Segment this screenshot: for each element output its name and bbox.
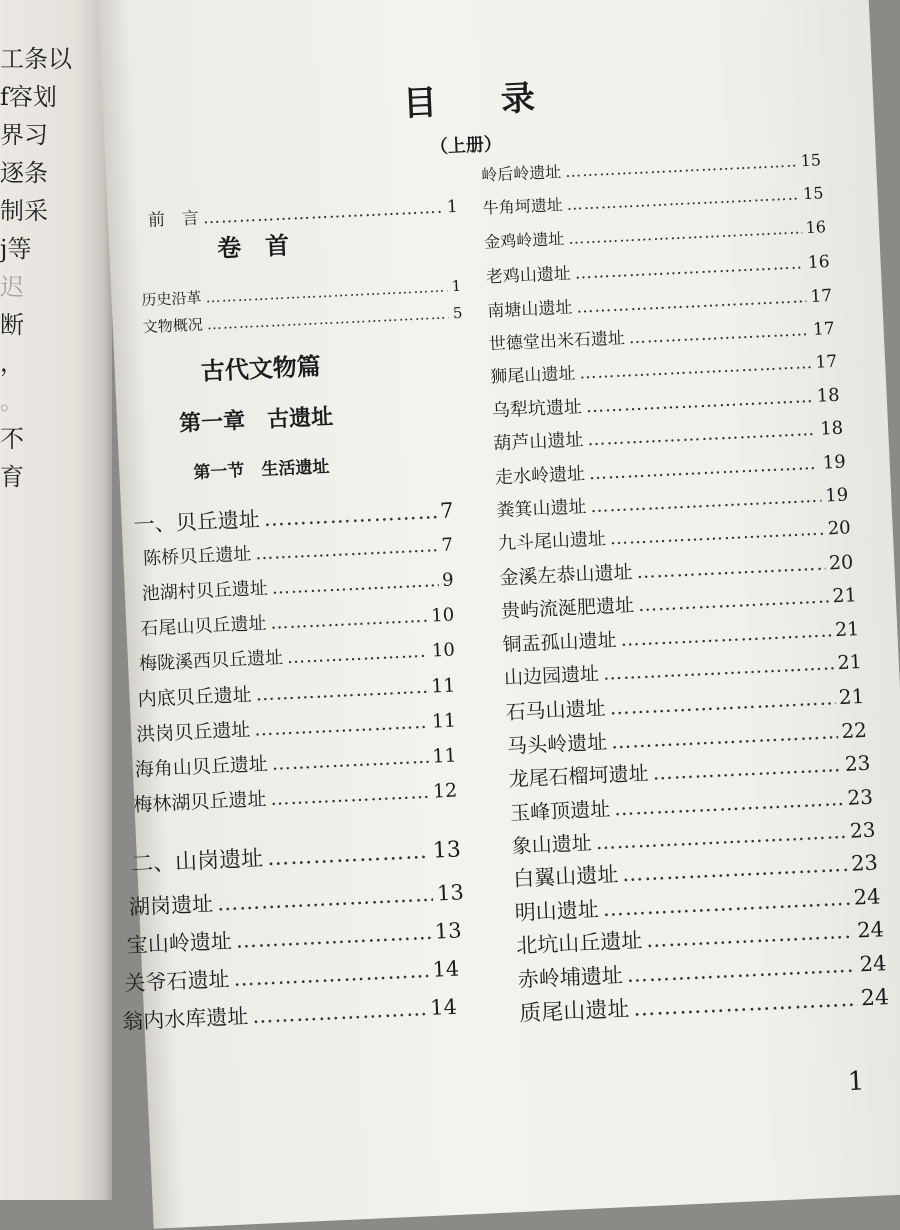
page-title: 目录 — [402, 75, 600, 125]
toc-entry — [134, 741, 457, 783]
entry-label: 梅陇溪西贝丘遗址 — [138, 647, 284, 675]
entry-label: 金溪左恭山遗址 — [499, 561, 633, 590]
entry-page: 24 — [860, 985, 890, 1012]
section-title: 第一节 生活遗址 — [193, 456, 330, 484]
entry-page: 9 — [441, 569, 455, 591]
entry-label: 洪岗贝丘遗址 — [135, 718, 251, 746]
entry-page: 23 — [844, 750, 871, 777]
entry-page: 17 — [815, 352, 838, 374]
entry-page: 13 — [436, 880, 465, 906]
entry-label: 九斗尾山遗址 — [497, 528, 607, 555]
entry-page: 21 — [837, 651, 863, 675]
left-fragment: 界习 — [0, 121, 48, 149]
left-fragment: 断 — [0, 311, 24, 339]
dot-leader — [636, 552, 826, 583]
entry-label: 世德堂出米石遗址 — [488, 328, 626, 355]
entry-page: 23 — [849, 817, 876, 843]
entry-label: 龙尾石榴坷遗址 — [508, 760, 650, 792]
toc-entry — [126, 914, 462, 959]
entry-page: 13 — [432, 837, 462, 864]
dot-leader — [622, 852, 848, 886]
entry-page: 21 — [834, 617, 860, 641]
entry-page: 23 — [850, 850, 879, 877]
entry-page: 10 — [430, 604, 455, 627]
entry-label: 金鸡岭遗址 — [483, 228, 565, 252]
toc-entry — [481, 147, 822, 185]
dot-leader — [595, 819, 846, 854]
entry-label: 石尾山贝丘遗址 — [140, 612, 267, 640]
dot-leader — [585, 386, 813, 417]
entry-page: 17 — [812, 318, 836, 340]
dot-leader — [652, 752, 841, 785]
entry-label: 白翼山遗址 — [512, 862, 619, 892]
entry-label: 走水岭遗址 — [494, 462, 586, 489]
dot-leader — [286, 641, 428, 668]
entry-label: 质尾山遗址 — [518, 996, 630, 1027]
dot-leader — [587, 419, 817, 450]
entry-label: 象山遗址 — [511, 830, 593, 859]
entry-label: 南塘山遗址 — [486, 297, 573, 322]
dot-leader — [588, 452, 819, 483]
dot-leader — [263, 499, 437, 531]
entry-page: 14 — [429, 994, 458, 1020]
dot-leader — [205, 277, 448, 306]
entry-page: 19 — [822, 451, 847, 474]
toc-entry — [482, 181, 824, 219]
dot-leader — [565, 151, 797, 180]
toc-entry — [487, 281, 833, 322]
toc-entry — [485, 247, 830, 288]
left-fragment: 制采 — [0, 197, 48, 225]
entry-label: 马头岭遗址 — [506, 729, 608, 758]
dot-leader — [270, 606, 428, 634]
dot-leader — [637, 586, 829, 617]
entry-label: 北坑山丘遗址 — [515, 928, 643, 959]
toc-entry — [128, 876, 464, 921]
entry-label: 关爷石遗址 — [124, 967, 230, 996]
entry-page: 13 — [434, 918, 463, 944]
entry-label: 梅林湖贝丘遗址 — [132, 788, 267, 817]
entry-page: 11 — [431, 709, 457, 733]
toc-entry — [137, 670, 456, 711]
entry-label: 池湖村贝丘遗址 — [141, 577, 269, 605]
entry-label: 玉峰顶遗址 — [509, 796, 611, 825]
entry-page: 15 — [802, 183, 824, 204]
toc-entry — [140, 600, 455, 640]
entry-page: 24 — [859, 950, 887, 976]
entry-label: 贵屿流涎肥遗址 — [500, 594, 635, 623]
dot-leader — [602, 886, 850, 921]
dot-leader — [614, 786, 844, 820]
left-fragment: 。 — [0, 387, 24, 415]
entry-label: 海角山贝丘遗址 — [134, 753, 269, 782]
dot-leader — [255, 535, 438, 564]
toc-page — [97, 0, 900, 1229]
entry-label: 赤岭埔遗址 — [517, 962, 624, 992]
left-page — [0, 0, 112, 1200]
toc-entry — [488, 314, 835, 355]
entry-label: 老鸡山遗址 — [485, 264, 572, 288]
entry-label: 湖岗遗址 — [128, 891, 214, 920]
dot-leader — [590, 486, 822, 517]
entry-page: 19 — [824, 484, 849, 507]
entry-label: 葫芦山遗址 — [492, 429, 584, 455]
dot-leader — [620, 619, 832, 651]
entry-label: 一、贝丘遗址 — [133, 507, 261, 537]
entry-label: 宝山岭遗址 — [126, 928, 233, 958]
entry-page: 1 — [451, 276, 462, 296]
entry-label: 翁内水库遗址 — [121, 1004, 249, 1034]
entry-page: 16 — [805, 216, 827, 237]
entry-label: 明山遗址 — [514, 897, 600, 925]
entry-label: 内底贝丘遗址 — [137, 683, 253, 711]
entry-label: 粪箕山遗址 — [496, 496, 587, 522]
dot-leader — [235, 920, 431, 953]
dot-leader — [603, 652, 835, 684]
toc-entry — [138, 635, 455, 675]
entry-label: 岭后岭遗址 — [480, 162, 562, 185]
entry-label: 牛角坷遗址 — [482, 195, 564, 219]
dot-leader — [574, 253, 804, 283]
entry-page: 1 — [446, 196, 459, 218]
entry-page: 17 — [810, 285, 833, 307]
dot-leader — [566, 185, 799, 215]
entry-label: 石马山遗址 — [505, 696, 607, 725]
dot-leader — [609, 686, 835, 720]
dot-leader — [576, 287, 807, 317]
dot-leader — [271, 570, 438, 599]
entry-page: 14 — [431, 956, 460, 982]
left-fragment: 不 — [0, 425, 24, 453]
entry-page: 5 — [452, 303, 463, 323]
dot-leader — [206, 304, 449, 333]
volume-heading: 卷 首 — [216, 230, 290, 263]
toc-entry — [136, 705, 457, 746]
entry-page: 21 — [838, 684, 865, 710]
entry-label: 历史沿革 — [141, 288, 202, 310]
toc-entry — [143, 530, 454, 570]
chapter-title: 第一章 古遗址 — [178, 403, 334, 437]
entry-page: 24 — [856, 917, 885, 943]
entry-page: 11 — [430, 674, 456, 698]
entry-page: 15 — [800, 150, 822, 171]
toc-entry — [141, 565, 454, 605]
entry-page: 11 — [431, 744, 458, 768]
left-fragment: 工条以 — [0, 45, 72, 73]
dot-leader — [255, 676, 428, 706]
entry-page: 21 — [832, 584, 858, 608]
entry-label: 前 言 — [147, 208, 200, 231]
toc-entry — [490, 347, 838, 388]
dot-leader — [579, 353, 812, 384]
left-fragment: ， — [0, 349, 24, 377]
dot-leader — [266, 839, 429, 871]
dot-leader — [633, 987, 858, 1022]
entry-label: 二、山岗遗址 — [130, 846, 264, 878]
toc-entry — [124, 953, 460, 998]
left-fragment: 逐条 — [0, 159, 48, 187]
entry-page: 7 — [441, 534, 454, 556]
volume-subtitle: （上册） — [429, 133, 503, 159]
entry-label: 乌犁坑遗址 — [491, 396, 583, 422]
left-fragment: j等 — [0, 235, 32, 263]
page-number: 1 — [847, 1066, 865, 1098]
entry-page: 16 — [807, 252, 831, 274]
dot-leader — [609, 519, 824, 550]
dot-leader — [202, 198, 443, 229]
dot-leader — [646, 919, 854, 952]
dot-leader — [216, 882, 433, 916]
dot-leader — [252, 996, 427, 1028]
entry-label: 狮尾山遗址 — [490, 364, 576, 388]
dot-leader — [611, 719, 838, 753]
dot-leader — [233, 958, 429, 991]
entry-page: 23 — [846, 784, 874, 810]
entry-page: 22 — [840, 717, 868, 743]
toc-entry — [133, 776, 458, 818]
entry-page: 20 — [828, 551, 854, 575]
dot-leader — [626, 952, 856, 986]
dot-leader — [254, 711, 429, 741]
entry-page: 24 — [853, 884, 881, 910]
left-fragment: f容划 — [0, 83, 57, 111]
left-fragment: 育 — [0, 463, 24, 491]
entry-label: 文物概况 — [142, 315, 204, 337]
toc-entry-foreword — [147, 192, 458, 231]
entry-label: 陈桥贝丘遗址 — [142, 543, 252, 570]
dot-leader — [568, 218, 802, 248]
part-title: 古代文物篇 — [200, 351, 322, 386]
entry-page: 12 — [432, 779, 458, 803]
entry-label: 山边园遗址 — [503, 662, 600, 690]
entry-page: 18 — [819, 417, 844, 440]
dot-leader — [270, 781, 430, 810]
entry-page: 18 — [816, 384, 841, 407]
entry-page: 7 — [439, 498, 454, 523]
dot-leader — [628, 320, 809, 348]
toc-entry — [122, 991, 458, 1036]
toc-group-entry — [130, 832, 461, 878]
entry-page: 10 — [431, 639, 456, 662]
dot-leader — [271, 746, 429, 775]
left-fragment: 迟 — [0, 273, 24, 301]
entry-page: 20 — [827, 517, 852, 540]
toc-entry — [484, 214, 827, 252]
left-page-text — [0, 40, 72, 496]
entry-label: 铜盂孤山遗址 — [502, 628, 617, 656]
